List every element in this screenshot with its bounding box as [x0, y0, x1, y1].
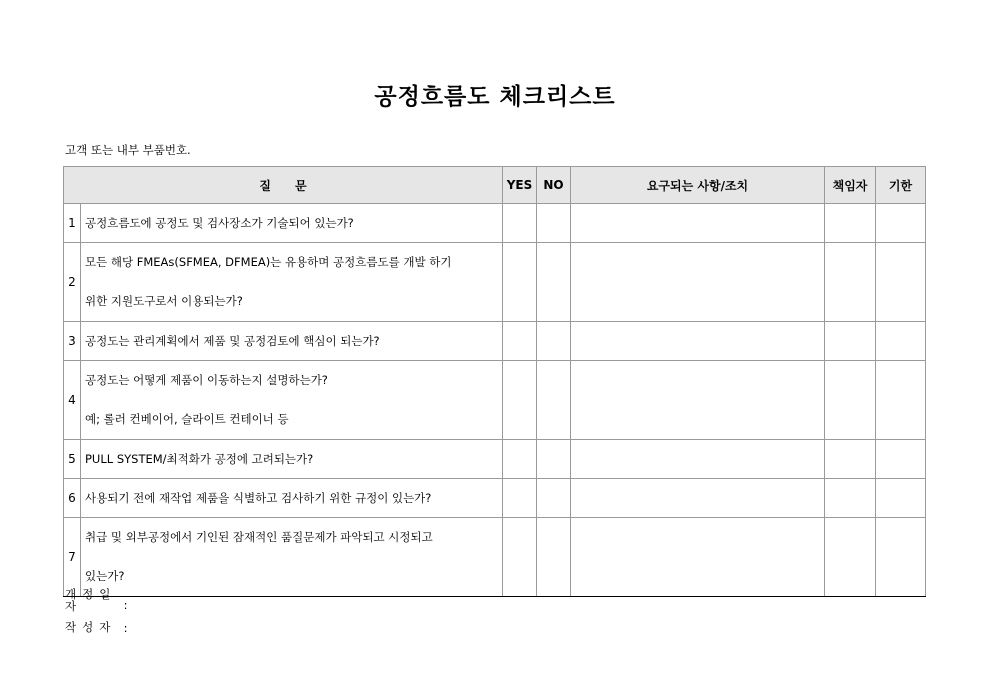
question-text: 취급 및 외부공정에서 기인된 잠재적인 품질문제가 파악되고 시정되고: [85, 530, 433, 544]
revision-date-colon: :: [123, 598, 128, 612]
yes-cell[interactable]: [503, 479, 537, 518]
owner-cell[interactable]: [825, 204, 876, 243]
question-cell: [81, 440, 503, 479]
header-action: 요구되는 사항/조치: [571, 167, 825, 204]
author-colon: :: [123, 621, 128, 635]
yes-cell[interactable]: [503, 361, 537, 440]
header-question: 질 문: [64, 167, 503, 204]
question-text: 위한 지원도구로서 이용되는가?: [85, 294, 243, 308]
header-owner: 책임자: [825, 167, 876, 204]
question-cell: [81, 361, 503, 440]
header-due: 기한: [876, 167, 926, 204]
author-label: 작성자: [65, 620, 117, 634]
question-cell: [81, 518, 503, 597]
no-cell[interactable]: [537, 361, 571, 440]
due-cell[interactable]: [876, 243, 926, 322]
question-text: 공정도는 어떻게 제품이 이동하는지 설명하는가?: [85, 373, 328, 387]
due-cell[interactable]: [876, 479, 926, 518]
question-text: 공정흐름도에 공정도 및 검사장소가 기술되어 있는가?: [85, 216, 354, 230]
question-text: 공정도는 관리계획에서 제품 및 공정검토에 핵심이 되는가?: [85, 334, 380, 348]
document-title: 공정흐름도 체크리스트: [374, 84, 616, 110]
owner-cell[interactable]: [825, 361, 876, 440]
question-cell: [81, 322, 503, 361]
due-cell[interactable]: [876, 518, 926, 597]
revision-date-label: 개정일자: [65, 587, 117, 613]
table-row: [64, 361, 926, 440]
owner-cell[interactable]: [825, 322, 876, 361]
question-text: 모든 해당 FMEAs(SFMEA, DFMEA)는 유용하며 공정흐름도를 개발 하기: [85, 255, 452, 269]
checklist-table: [63, 166, 926, 597]
action-cell[interactable]: [571, 204, 825, 243]
row-number: 5: [64, 440, 81, 479]
owner-cell[interactable]: [825, 479, 876, 518]
due-cell[interactable]: [876, 440, 926, 479]
yes-cell[interactable]: [503, 518, 537, 597]
question-text: PULL SYSTEM/최적화가 공정에 고려되는가?: [85, 452, 314, 466]
yes-cell[interactable]: [503, 322, 537, 361]
action-cell[interactable]: [571, 322, 825, 361]
question-cell: [81, 243, 503, 322]
no-cell[interactable]: [537, 243, 571, 322]
yes-cell[interactable]: [503, 440, 537, 479]
yes-cell[interactable]: [503, 204, 537, 243]
owner-cell[interactable]: [825, 440, 876, 479]
table-header-row: [64, 167, 926, 204]
action-cell[interactable]: [571, 440, 825, 479]
due-cell[interactable]: [876, 361, 926, 440]
row-number: 3: [64, 322, 81, 361]
question-text: 예; 롤러 컨베이어, 슬라이트 컨테이너 등: [85, 412, 289, 426]
header-no: NO: [537, 167, 571, 204]
action-cell[interactable]: [571, 518, 825, 597]
row-number: 6: [64, 479, 81, 518]
row-number: 4: [64, 361, 81, 440]
table-row: [64, 243, 926, 322]
yes-cell[interactable]: [503, 243, 537, 322]
table-row: [64, 479, 926, 518]
question-cell: [81, 479, 503, 518]
no-cell[interactable]: [537, 322, 571, 361]
row-number: 7: [64, 518, 81, 597]
header-yes: YES: [503, 167, 537, 204]
action-cell[interactable]: [571, 361, 825, 440]
due-cell[interactable]: [876, 204, 926, 243]
question-text: 있는가?: [85, 569, 125, 583]
part-number-label: 고객 또는 내부 부품번호.: [65, 143, 191, 157]
table-row: [64, 322, 926, 361]
no-cell[interactable]: [537, 204, 571, 243]
question-cell: [81, 204, 503, 243]
row-number: 1: [64, 204, 81, 243]
question-text: 사용되기 전에 재작업 제품을 식별하고 검사하기 위한 규정이 있는가?: [85, 491, 432, 505]
table-row: [64, 518, 926, 597]
author-row: [65, 621, 128, 635]
action-cell[interactable]: [571, 243, 825, 322]
due-cell[interactable]: [876, 322, 926, 361]
no-cell[interactable]: [537, 440, 571, 479]
no-cell[interactable]: [537, 479, 571, 518]
no-cell[interactable]: [537, 518, 571, 597]
owner-cell[interactable]: [825, 243, 876, 322]
action-cell[interactable]: [571, 479, 825, 518]
revision-date-row: [65, 588, 128, 612]
owner-cell[interactable]: [825, 518, 876, 597]
row-number: 2: [64, 243, 81, 322]
table-row: [64, 440, 926, 479]
table-row: [64, 204, 926, 243]
